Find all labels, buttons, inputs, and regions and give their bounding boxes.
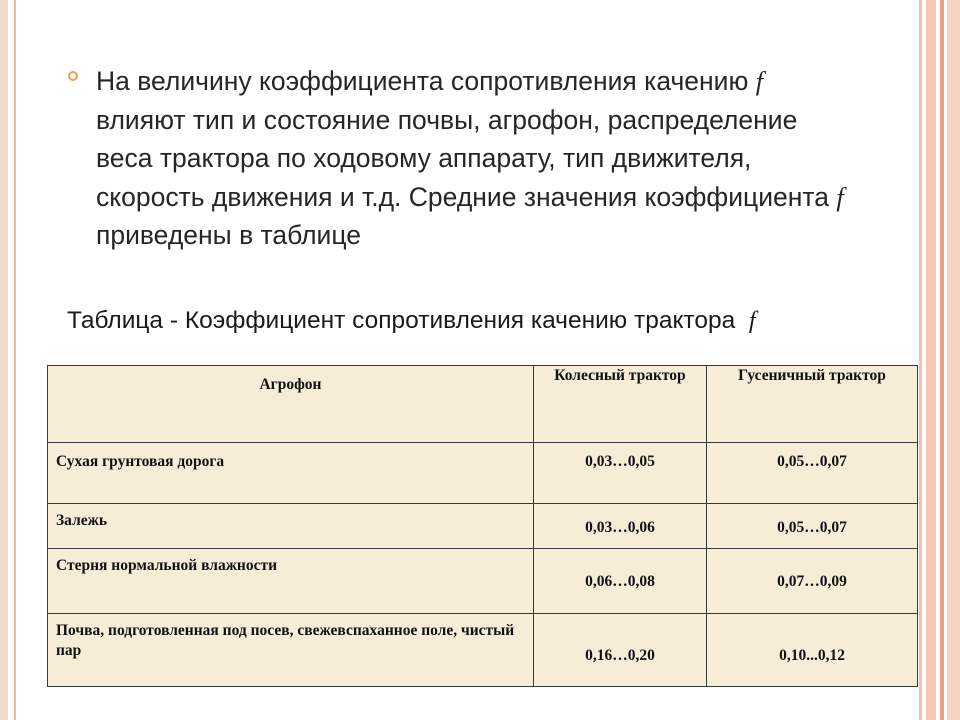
table-row xyxy=(48,549,918,614)
cell-tracked-value: 0,05…0,07 xyxy=(707,504,918,549)
table-header-row xyxy=(48,366,918,443)
table-title-text: Таблица - Коэффициент сопротивления качению трактора xyxy=(67,307,749,334)
bullet-paragraph xyxy=(68,62,858,255)
bullet-text-part: влияют тип и состояние почвы, агрофон, распределение веса трактора по ходовому аппарату, тип движителя, скорость движения и т.д. Средние значения коэффициента xyxy=(96,104,837,212)
header-agrofon: Агрофон xyxy=(48,366,534,443)
coefficient-table xyxy=(47,365,918,687)
header-tracked-tractor: Гусеничный трактор xyxy=(707,366,918,443)
left-border-decoration xyxy=(0,0,8,720)
cell-wheeled-value: 0,16…0,20 xyxy=(534,614,707,687)
header-wheeled-tractor: Колесный трактор xyxy=(534,366,707,443)
cell-agrofon: Почва, подготовленная под посев, свежевспаханное поле, чистый пар xyxy=(48,614,534,687)
right-stripe xyxy=(940,0,944,720)
coefficient-symbol: f xyxy=(748,307,756,334)
bullet-text-part: приведены в таблице xyxy=(96,220,361,250)
table-row xyxy=(48,504,918,549)
cell-wheeled-value: 0,03…0,06 xyxy=(534,504,707,549)
cell-agrofon: Сухая грунтовая дорога xyxy=(48,443,534,504)
right-stripe xyxy=(919,0,922,720)
table-row xyxy=(48,443,918,504)
cell-wheeled-value: 0,06…0,08 xyxy=(534,549,707,614)
table-title xyxy=(67,307,897,335)
bullet-text xyxy=(96,62,858,255)
coefficient-symbol: f xyxy=(836,181,844,212)
right-border-decoration xyxy=(916,0,960,720)
bullet-circle-icon xyxy=(68,71,78,81)
bullet-text-part: На величину коэффициента сопротивления качению xyxy=(96,66,756,96)
right-stripe xyxy=(947,0,960,720)
cell-tracked-value: 0,05…0,07 xyxy=(707,443,918,504)
cell-agrofon: Залежь xyxy=(48,504,534,549)
table-row xyxy=(48,614,918,687)
cell-tracked-value: 0,07…0,09 xyxy=(707,549,918,614)
left-border-line xyxy=(14,0,16,720)
cell-wheeled-value: 0,03…0,05 xyxy=(534,443,707,504)
cell-tracked-value: 0,10...0,12 xyxy=(707,614,918,687)
coefficient-symbol: f xyxy=(755,66,764,96)
cell-agrofon: Стерня нормальной влажности xyxy=(48,549,534,614)
right-stripe xyxy=(926,0,936,720)
